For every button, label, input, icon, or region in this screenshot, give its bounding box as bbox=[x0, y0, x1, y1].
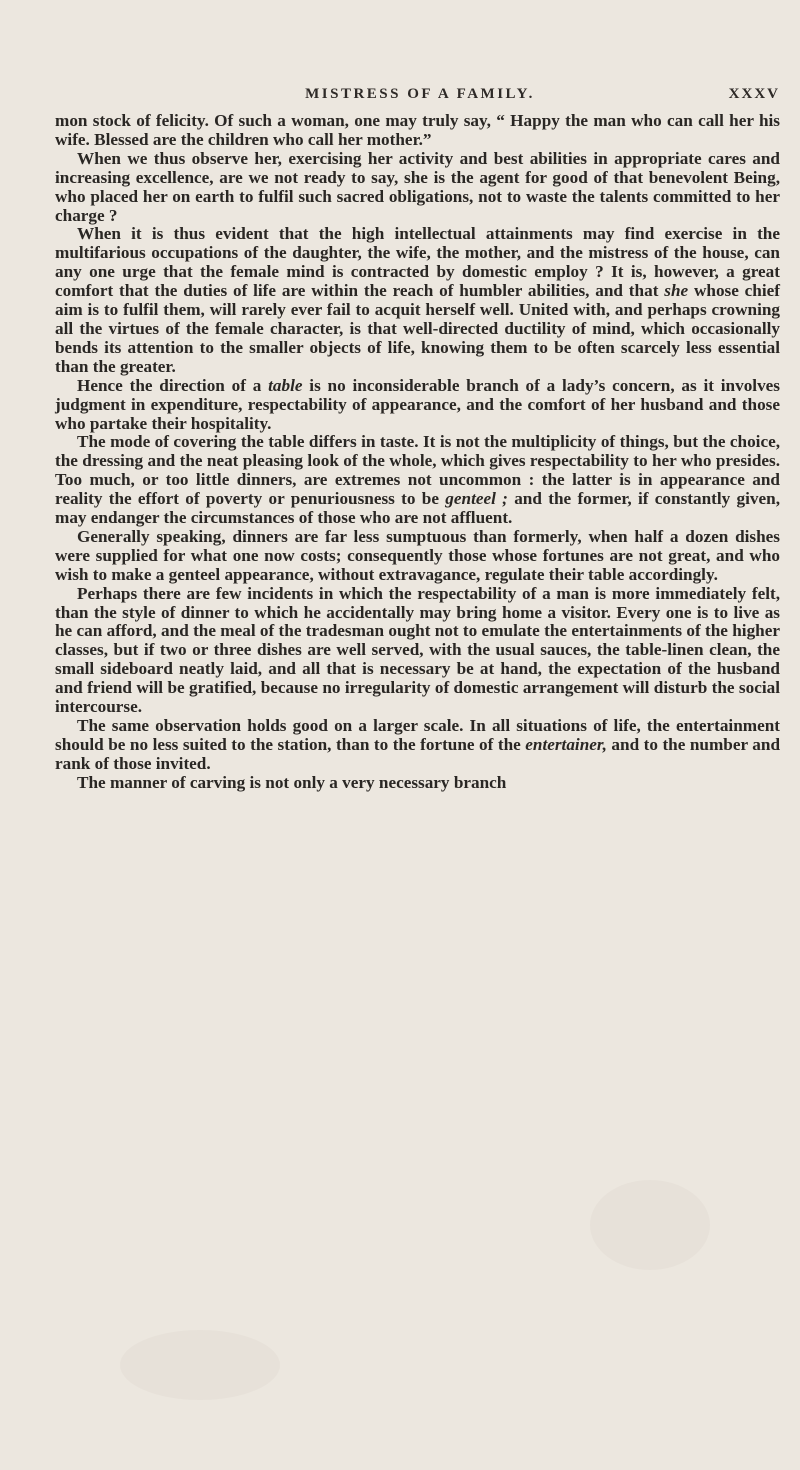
paper-stain bbox=[590, 1180, 710, 1270]
paragraph-text: and the former, if constantly given, may endanger the circumstances of those who are not affluent. bbox=[55, 489, 780, 528]
italic-text: entertainer, bbox=[525, 734, 607, 754]
italic-text: table bbox=[268, 375, 303, 395]
paragraph-text: The mode of covering the table differs in taste. It is not the multiplicity of things, but the choice, the dressing and the neat pleasing look of the whole, which gives respectability to her who presides. Too much, or too little dinners, are extremes not uncommon : the latter is in appearance and reality the effort of poverty or penuriousness to be bbox=[55, 432, 780, 509]
paragraph-text: The same observation holds good on a larger scale. In all situations of life, the entertainment should be no less suited to the station, than to the fortune of the bbox=[55, 716, 780, 754]
paragraph-text: whose chief aim is to fulfil them, will rarely ever fail to acquit herself well. United with, and perhaps crowning all the virtues of the female character, is that well-directed ductility of mind, which occasionally bends its attention to the smaller objects of life, knowing them to be often scarcely less essential than the greater. bbox=[55, 281, 780, 376]
running-head bbox=[60, 86, 780, 110]
page-number: XXXV bbox=[728, 86, 780, 102]
italic-text: she bbox=[664, 281, 689, 301]
paper-stain bbox=[120, 1330, 280, 1400]
paragraph-text: and to the number and rank of those invited. bbox=[55, 734, 781, 773]
paragraph-text: Perhaps there are few incidents in which the respectability of a man is more immediately felt, than the style of dinner to which he accidentally may bring home a visitor. Every one is to live as he can afford, and the meal of the tradesman ought not to emulate the entertainments of the higher classes, but if two or three dishes are well served, with the usual sauces, the table-linen clean, the small sideboard neatly laid, and all that is necessary be at hand, the expectation of the husband and friend will be gratified, because no irregularity of domestic arrangement will disturb the social intercourse. bbox=[55, 583, 780, 717]
paragraph bbox=[55, 150, 780, 226]
paragraph bbox=[55, 225, 780, 376]
paragraph-text: The manner of carving is not only a very necessary branch bbox=[77, 772, 507, 792]
paragraph-text: When we thus observe her, exercising her activity and best abilities in appropriate cares and increasing excellence, are we not ready to say, she is the agent for good of that benevolent Being, who placed her on earth to fulfil such sacred obligations, not to waste the talents committed to her charge ? bbox=[55, 148, 780, 225]
paragraph bbox=[55, 774, 780, 793]
body-text bbox=[55, 112, 780, 793]
paragraph bbox=[55, 377, 780, 434]
paragraph-text: Generally speaking, dinners are far less sumptuous than formerly, when half a dozen dishes were supplied for what one now costs; consequently those whose fortunes are not great, and who wish to make a genteel appearance, without extravagance, regulate their table accordingly. bbox=[55, 526, 780, 584]
paragraph bbox=[55, 112, 780, 150]
paragraph bbox=[55, 528, 780, 585]
paragraph-text: When it is thus evident that the high intellectual attainments may find exercise in the multifarious occupations of the daughter, the wife, the mother, and the mistress of the house, can any one urge that the female mind is contracted by domestic employ ? It is, however, a great comfort that the duties of life are within the reach of humbler abilities, and that bbox=[55, 224, 780, 301]
paragraph bbox=[55, 585, 780, 717]
paragraph bbox=[55, 717, 780, 774]
running-title: MISTRESS OF A FAMILY. bbox=[305, 86, 535, 102]
paragraph bbox=[55, 433, 780, 528]
paragraph-text: mon stock of felicity. Of such a woman, one may truly say, “ Happy the man who can call her his wife. Blessed are the children who call her mother.” bbox=[55, 111, 780, 149]
paragraph-text: Hence the direction of a bbox=[77, 375, 269, 395]
italic-text: genteel ; bbox=[445, 489, 508, 509]
paragraph-text: is no inconsiderable branch of a lady’s concern, as it involves judgment in expenditure, respectability of appearance, and the comfort of her husband and those who partake their hospitality. bbox=[55, 375, 780, 433]
